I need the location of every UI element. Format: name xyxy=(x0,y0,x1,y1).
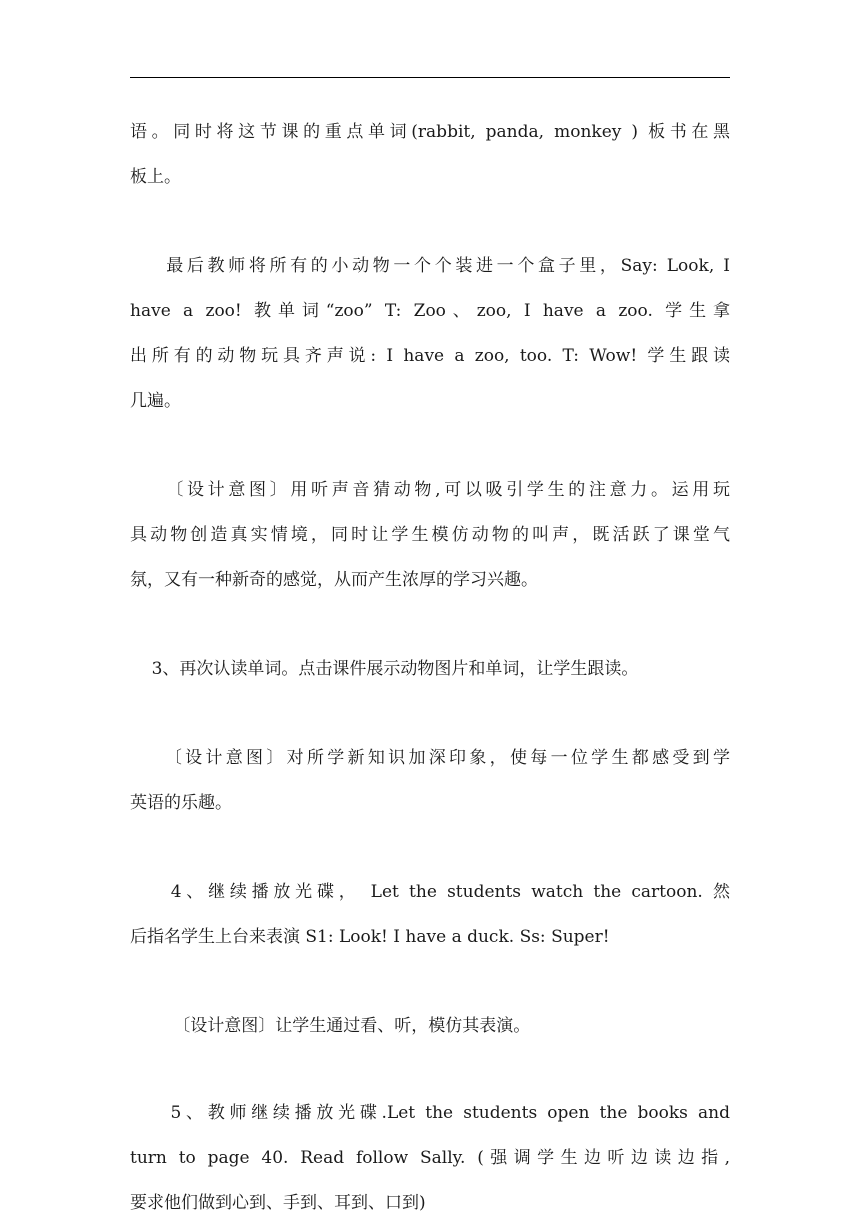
paragraph-zoo xyxy=(130,244,730,424)
text-line: 后指名学生上台来表演 S1: Look! I have a duck. Ss: Super! xyxy=(130,927,610,947)
text-line: 要求他们做到心到、手到、耳到、口到) xyxy=(130,1193,426,1213)
text-line: 5、教师继续播放光碟.Let the students open the books and xyxy=(130,1103,730,1123)
paragraph-design-intent-2 xyxy=(130,736,730,826)
paragraph-design-intent-1 xyxy=(130,468,730,603)
text-line: 最后教师将所有的小动物一个个装进一个盒子里，Say: Look, I xyxy=(130,256,730,276)
document-body xyxy=(130,110,730,1226)
text-line: 〔设计意图〕让学生通过看、听，模仿其表演。 xyxy=(130,1016,531,1036)
text-line: have a zoo! 教单词“zoo” T: Zoo、zoo, I have a zoo. 学生拿 xyxy=(130,301,730,321)
text-line: 4、继续播放光碟， Let the students watch the cartoon. 然 xyxy=(130,882,730,902)
text-line: 〔设计意图〕对所学新知识加深印象，使每一位学生都感受到学 xyxy=(130,748,730,768)
text-line: 语。同时将这节课的重点单词(rabbit, panda, monkey ) 板书在黑 xyxy=(130,122,730,142)
text-line: 几遍。 xyxy=(130,391,181,411)
text-line: 出所有的动物玩具齐声说: I have a zoo, too. T: Wow! 学生跟读 xyxy=(130,346,730,366)
paragraph-step-5 xyxy=(130,1091,730,1226)
header-rule xyxy=(130,77,730,78)
text-line: 板上。 xyxy=(130,167,181,187)
text-line: 英语的乐趣。 xyxy=(130,793,232,813)
text-line: 氛，又有一种新奇的感觉，从而产生浓厚的学习兴趣。 xyxy=(130,570,538,590)
paragraph-step-4 xyxy=(130,870,730,960)
text-line: 〔设计意图〕用听声音猜动物,可以吸引学生的注意力。运用玩 xyxy=(130,480,730,500)
text-line: turn to page 40. Read follow Sally. (强调学生边听边读边指, xyxy=(130,1148,730,1168)
text-line: 具动物创造真实情境，同时让学生模仿动物的叫声，既活跃了课堂气 xyxy=(130,525,730,545)
paragraph-key-words xyxy=(130,110,730,200)
paragraph-step-3 xyxy=(130,647,730,692)
text-line: 3、再次认读单词。点击课件展示动物图片和单词，让学生跟读。 xyxy=(130,659,639,679)
paragraph-design-intent-3 xyxy=(130,1004,730,1049)
